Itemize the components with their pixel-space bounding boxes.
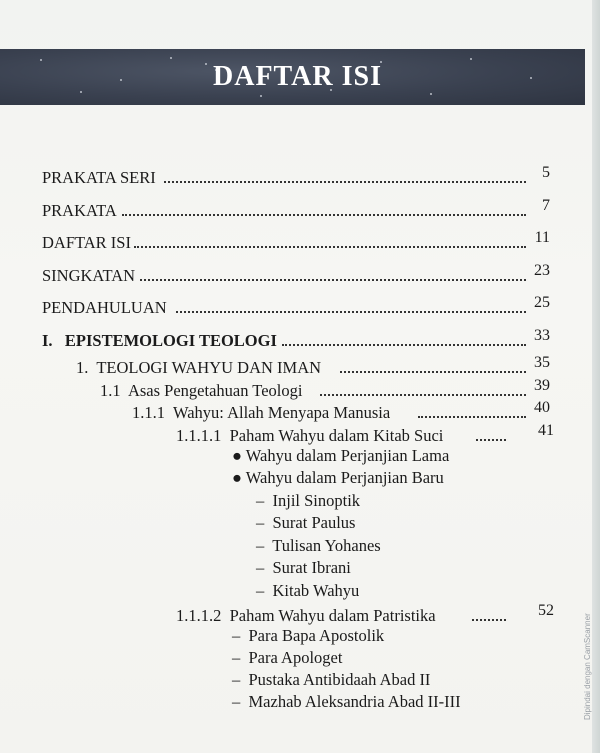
list-item-bullet xyxy=(232,468,444,488)
dash-icon: – xyxy=(256,536,265,555)
list-item-dash xyxy=(256,513,355,533)
list-item-label: Mazhab Aleksandria Abad II-III xyxy=(248,692,461,711)
toc-entry-section-1-1[interactable] xyxy=(100,377,552,401)
toc-entry-chapter-1[interactable] xyxy=(76,354,552,378)
dot-leader xyxy=(418,416,526,418)
dot-leader xyxy=(476,439,506,441)
list-item-dash xyxy=(232,648,342,668)
dash-icon: – xyxy=(232,648,241,667)
dash-icon: – xyxy=(232,670,241,689)
toc-entry-prakata-seri[interactable] xyxy=(42,164,552,188)
toc-entry-label: SINGKATAN xyxy=(42,266,136,285)
scanner-watermark: Dipindai dengan CamScanner xyxy=(583,613,592,720)
list-item-dash xyxy=(256,536,381,556)
toc-page-number: 52 xyxy=(538,602,554,619)
toc-entry-section-1-1-1-2[interactable] xyxy=(176,602,552,626)
list-item-label: Para Bapa Apostolik xyxy=(248,626,385,645)
toc-entry-singkatan[interactable] xyxy=(42,262,552,286)
list-item-dash xyxy=(232,670,430,690)
toc-entry-prakata[interactable] xyxy=(42,197,552,221)
list-item-label: Wahyu dalam Perjanjian Baru xyxy=(245,468,444,487)
dash-icon: – xyxy=(256,581,265,600)
dot-leader xyxy=(122,214,526,216)
list-item-label: Wahyu dalam Perjanjian Lama xyxy=(245,446,450,465)
toc-entry-part-1[interactable] xyxy=(42,327,552,351)
bullet-icon: ● xyxy=(232,446,242,465)
list-item-dash xyxy=(232,626,384,646)
toc-entry-section-1-1-1[interactable] xyxy=(132,399,552,423)
toc-entry-label: 1.1 Asas Pengetahuan Teologi xyxy=(100,381,303,400)
dot-leader xyxy=(282,344,526,346)
toc-entry-label: PRAKATA xyxy=(42,201,117,220)
toc-page-number: 11 xyxy=(534,229,550,246)
toc-entry-label: 1.1.1.1 Paham Wahyu dalam Kitab Suci xyxy=(176,426,444,445)
dash-icon: – xyxy=(256,513,265,532)
toc-page-number: 35 xyxy=(534,354,550,371)
list-item-dash xyxy=(256,491,360,511)
list-item-label: Surat Paulus xyxy=(272,513,356,532)
list-item-label: Para Apologet xyxy=(248,648,343,667)
list-item-dash xyxy=(256,558,351,578)
page-title: DAFTAR ISI xyxy=(213,61,382,92)
dash-icon: – xyxy=(256,491,265,510)
dot-leader xyxy=(340,371,526,373)
toc-entry-label: 1. TEOLOGI WAHYU DAN IMAN xyxy=(76,358,322,377)
list-item-label: Pustaka Antibidaah Abad II xyxy=(248,670,431,689)
list-item-label: Kitab Wahyu xyxy=(272,581,360,600)
toc-page-number: 41 xyxy=(538,422,554,439)
toc-page-number: 25 xyxy=(534,294,550,311)
toc-entry-label: PENDAHULUAN xyxy=(42,298,167,317)
toc-page-number: 5 xyxy=(542,164,550,181)
dot-leader xyxy=(472,619,506,621)
list-item-label: Injil Sinoptik xyxy=(272,491,361,510)
dot-leader xyxy=(140,279,526,281)
toc-entry-pendahuluan[interactable] xyxy=(42,294,552,318)
toc-entry-label: PRAKATA SERI xyxy=(42,168,156,187)
toc-page-number: 7 xyxy=(542,197,550,214)
toc-entry-label: DAFTAR ISI xyxy=(42,233,131,252)
toc-page-number: 23 xyxy=(534,262,550,279)
toc-page-number: 40 xyxy=(534,399,550,416)
toc-page-number: 39 xyxy=(534,377,550,394)
toc-page-number: 33 xyxy=(534,327,550,344)
list-item-label: Surat Ibrani xyxy=(272,558,351,577)
toc-entry-daftar-isi[interactable] xyxy=(42,229,552,253)
toc-entry-section-1-1-1-1[interactable] xyxy=(176,422,552,446)
list-item-label: Tulisan Yohanes xyxy=(272,536,381,555)
list-item-bullet xyxy=(232,446,449,466)
page-edge xyxy=(592,0,600,753)
bullet-icon: ● xyxy=(232,468,242,487)
toc-entry-label: I. EPISTEMOLOGI TEOLOGI xyxy=(42,331,277,350)
dot-leader xyxy=(176,311,526,313)
dash-icon: – xyxy=(256,558,265,577)
list-item-dash xyxy=(256,581,359,601)
dash-icon: – xyxy=(232,692,241,711)
header-banner xyxy=(0,49,585,105)
dot-leader xyxy=(134,246,526,248)
dot-leader xyxy=(164,181,526,183)
list-item-dash xyxy=(232,692,461,712)
toc-entry-label: 1.1.1.2 Paham Wahyu dalam Patristika xyxy=(176,606,436,625)
dot-leader xyxy=(320,394,526,396)
toc-entry-label: 1.1.1 Wahyu: Allah Menyapa Manusia xyxy=(132,403,391,422)
dash-icon: – xyxy=(232,626,241,645)
